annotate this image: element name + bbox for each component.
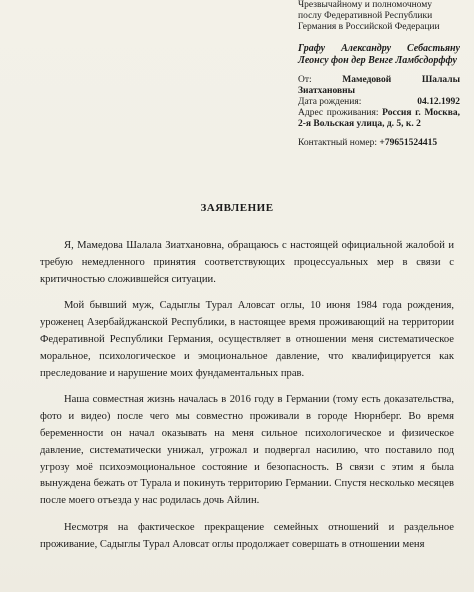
document-title: ЗАЯВЛЕНИЕ <box>200 202 274 214</box>
document-body <box>40 238 454 564</box>
addressee-line-1: Чрезвычайному и полномочному <box>298 0 433 10</box>
address-label: Адрес проживания: <box>298 108 379 118</box>
phone-value: +79651524415 <box>379 138 438 148</box>
addressee-block <box>298 0 460 149</box>
address-value: Россия г. Москва, 2-я Вольская улица, д. 5, к. 2 <box>298 108 460 129</box>
paragraph-4: Несмотря на фактическое прекращение семейных отношений и раздельное проживание, Садыглы Турал Аловсат оглы продолжает совершать в отношении меня <box>40 521 454 550</box>
addressee-line-3: Германия в Российской Федерации <box>298 22 440 32</box>
recipient-name: Графу Александру Себастьяну Леонсу фон дер Венге Ламбсдорффу <box>298 43 460 66</box>
paragraph-1: Я, Мамедова Шалала Зиатхановна, обращаюсь с настоящей официальной жалобой и требую немедленного принятия соответствующих процессуальных мер в связи с критичностью сложившейся ситуации. <box>40 240 454 285</box>
phone-label: Контактный номер: <box>298 138 378 148</box>
sender-name: Мамедовой Шалалы Зиатхановны <box>298 75 460 96</box>
dob-row <box>298 97 460 108</box>
address-row <box>298 108 460 130</box>
dob-label: Дата рождения: <box>298 97 362 107</box>
dob-value: 04.12.1992 <box>417 97 460 107</box>
phone-row <box>298 138 460 149</box>
paragraph-2: Мой бывший муж, Садыглы Турал Аловсат оглы, 10 июня 1984 года рождения, уроженец Азербайджанской Республики, в настоящее время проживающий на территории Федеративной Республики Германия, осуществляет в отношении меня систематическое моральное, психологическое и эмоциональное давление, что квалифицируется как преследование и нарушение моих фундаментальных прав. <box>40 300 454 379</box>
paragraph-3: Наша совместная жизнь началась в 2016 году в Германии (тому есть доказательства, фото и видео) после чего мы совместно проживали в городе Нюрнберг. Во время беременности он начал оказывать на меня сильное психологическое и физическое давление, систематически унижал, угрожал и подвергал насилию, что поставило под угрозу моё психоэмоциональное состояние и безопасность. В связи с этим я была вынуждена бежать от Турала и покинуть территорию Германии. Спустя несколько месяцев после моего отъезда у нас родилась дочь Айлин. <box>40 394 454 507</box>
sender-row <box>298 75 460 97</box>
sender-block <box>298 75 460 130</box>
addressee-line-2: послу Федеративной Республики <box>298 11 433 21</box>
from-label: От: <box>298 75 312 85</box>
